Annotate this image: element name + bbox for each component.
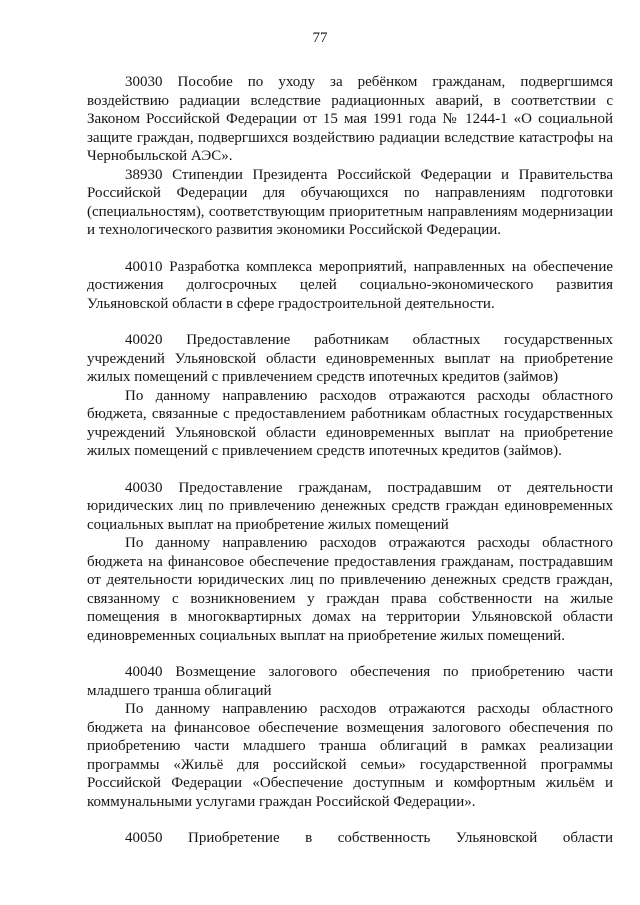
paragraph-40040-heading: 40040 Возмещение залогового обеспечения по приобретению части младшего транша облигаций (87, 664, 613, 699)
paragraph-38930: 38930 Стипендии Президента Российской Федерации и Правительства Российской Федерации для обучающихся по направлениям подготовки (специальностям), соответствующим приоритетным направлениям модернизации и технологического развития экономики Российской Федерации. (87, 166, 613, 238)
page-number: 77 (312, 30, 328, 46)
paragraph-30030: 30030 Пособие по уходу за ребёнком гражданам, подвергшимся воздействию радиации вследствие радиационных аварий, в соответствии с Законом Российской Федерации от 15 мая 1991 года № 1244-1 «О социальной защите граждан, подвергшихся воздействию радиации вследствие катастрофы на Чернобыльской АЭС». (87, 74, 613, 164)
paragraph-40030-description: По данному направлению расходов отражаются расходы областного бюджета на финансовое обеспечение предоставления гражданам, пострадавшим от деятельности юридических лиц по привлечению денежных средств граждан, связанному с возникновением у граждан права собственности на жилые помещения в многоквартирных домах на территории Ульяновской области единовременных социальных выплат на приобретение жилых помещений. (87, 535, 613, 644)
paragraph-40010: 40010 Разработка комплекса мероприятий, направленных на обеспечение достижения долгосрочных целей социально-экономического развития Ульяновской области в сфере градостроительной деятельности. (87, 258, 613, 312)
paragraph-40020-heading: 40020 Предоставление работникам областных государственных учреждений Ульяновской области единовременных выплат на приобретение жилых помещений с привлечением средств ипотечных кредитов (займов) (87, 332, 613, 385)
paragraph-40030-heading: 40030 Предоставление гражданам, пострадавшим от деятельности юридических лиц по привлечению денежных средств граждан единовременных социальных выплат на приобретение жилых помещений (87, 479, 613, 533)
document-body (87, 73, 613, 848)
paragraph-40020-description: По данному направлению расходов отражаются расходы областного бюджета, связанные с предоставлением работникам областных государственных учреждений Ульяновской области единовременных выплат на приобретение жилых помещений с привлечением средств ипотечных кредитов (займов). (87, 387, 613, 459)
paragraph-40040-description: По данному направлению расходов отражаются расходы областного бюджета на финансовое обеспечение возмещения залогового обеспечения по приобретению части младшего транша облигаций в рамках реализации программы «Жильё для российской семьи» государственной программы Российской Федерации «Обеспечение доступным и комфортным жильём и коммунальными услугами граждан Российской Федерации». (87, 701, 613, 810)
paragraph-40050-heading: 40050 Приобретение в собственность Ульяновской области (125, 830, 613, 846)
